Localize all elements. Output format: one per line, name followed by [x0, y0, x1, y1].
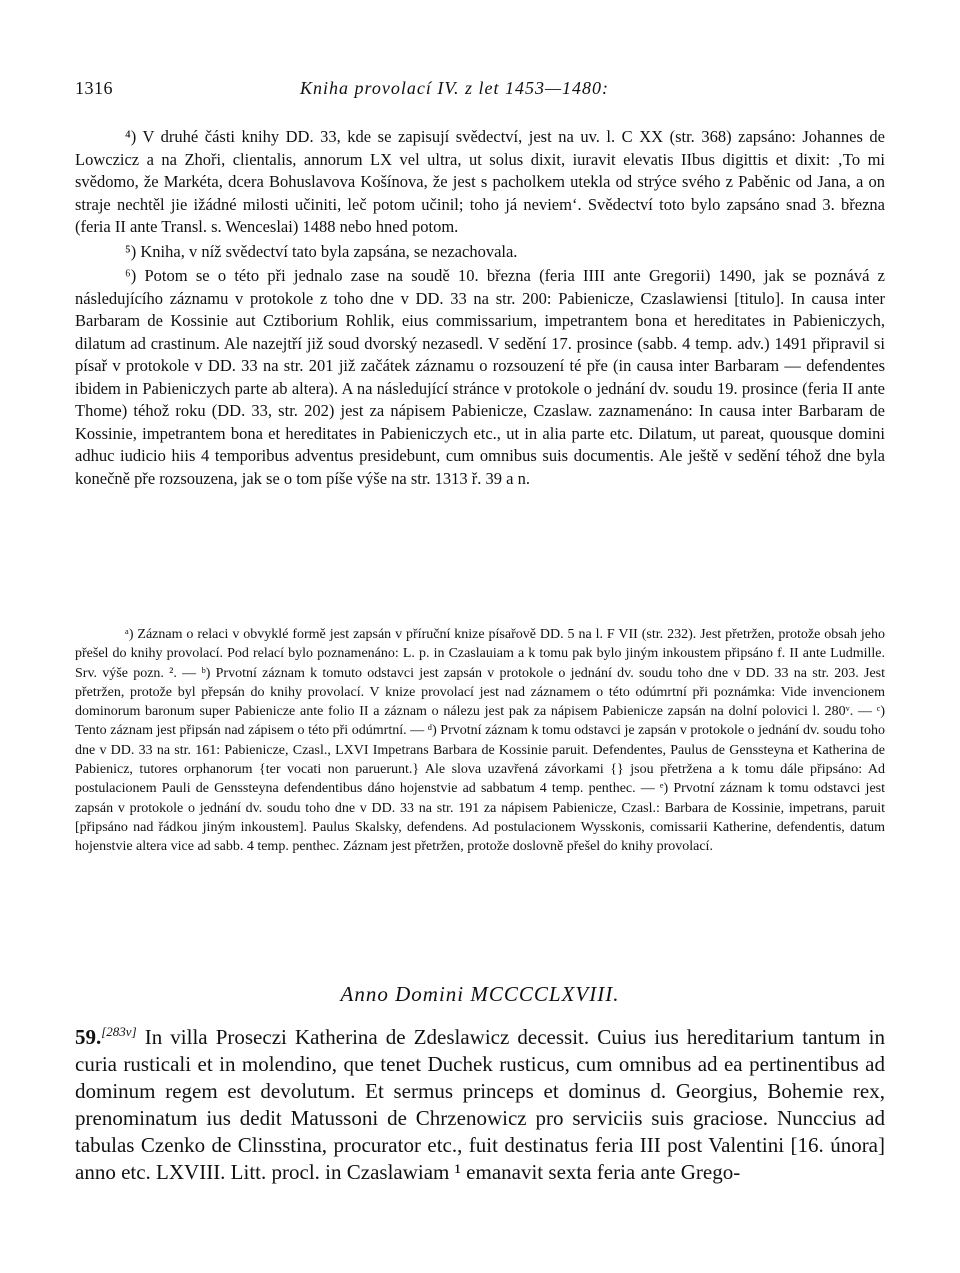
page-number: 1316 — [75, 78, 113, 98]
footnote-6: ⁶) Potom se o této při jednalo zase na soudě 10. března (feria IIII ante Gregorii) 1490, jak se poznává z následujícího záznamu v protokole z toho dne v DD. 33 na str. 200: Pabienicze, Czaslawiensi [titulo]. In causa inter Barbaram de Kossinie aut Cztiborium Rohlik, eius commissarium, impetrantem bona et hereditates in Pabieniczych, dilatum ad crastinum. Ale nazejtří již soud dvorský nezasedl. V sedění 17. prosince (sabb. 4 temp. adv.) 1491 připravil si písař v protokole v DD. 33 na str. 201 již začátek záznamu o rozsouzení té pře (in causa inter Barbaram — defendentes ibidem in Pabieniczych parte ab altera). A na následující stránce v protokole o jednání dv. soudu 19. prosince (feria II ante Thome) téhož roku (DD. 33, str. 202) jest za nápisem Pabienicze, Czaslaw. zaznamenáno: In causa inter Barbaram de Kossinie, impetrantem bona et hereditates in Pabieniczych etc., ut in alia parte etc. Dilatum, ut pareat, quousque domini adhuc iudicio hiis 4 temporibus adventus presidebunt, cum omnibus suis documentis. Ale ještě v sedění téhož dne byla konečně pře rozsouzena, jak se o tom píše výše na str. 1313 ř. 39 a n. — [75, 266, 885, 488]
variant-notes: ᵃ) Záznam o relaci v obvyklé formě jest zapsán v příruční knize písařově DD. 5 na l. F VII (str. 232). Jest přetržen, protože obsah jeho přešel do knihy provolací. Pod relací bylo poznamenáno: L. p. in Czaslauiam a k tomu pak bylo jiným inkoustem připsáno f. II ante Ludmille. Srv. výše pozn. ². — ᵇ) Prvotní záznam k tomuto odstavci jest zapsán v protokole o jednání dv. soudu toho dne v DD. 33 na str. 203. Jest přetržen, protože byl přepsán do knihy provolací. V knize provolací jest nad záznamem o této odúmrtní při poznámka: Vide invencionem dominorum baronum super Pabienicze ante folio II a záznam o nálezu jest pak za nápisem Pabienicze zapsán na dolní polovici l. 280ᵛ. — ᶜ) Tento záznam jest připsán nad zápisem o této při odúmrtní. — ᵈ) Prvotní záznam k tomu odstavci je zapsán v protokole o jednání dv. soudu toho dne v DD. 33 na str. 161: Pabienicze, Czasl., LXVI Impetrans Barbara de Kossinie paruit. Defendentes, Paulus de Genssteyna et Katherina de Pabienicz, tutores orphanorum {ter vocati non paruerunt.} Ale slova uzavřená závorkami {} jsou přetržena a k tomu dále připsáno: Ad postulacionem Pauli de Genssteyna defendentibus dáno hojenstvie ad sabbatum 4 temp. penthec. — ᵉ) Prvotní záznam k tomu odstavci jest zapsán v protokole o jednání dv. soudu toho dne v DD. 33 na str. 191 za nápisem Pabienicze, Czasl.: Barbara de Kossinie, impetrans, paruit [připsáno nad řádkou jiným inkoustem]. Paulus Skalsky, defendens. Ad postulacionem Wysskonis, comissarii Katherine, defendentis, datum hojenstvie altera vice ad sabb. 4 temp. penthec. Záznam jest přetržen, protože doslovně přešel do knihy provolací. — [75, 627, 885, 855]
document-page — [75, 0, 885, 1273]
entry-folio: [283v] — [101, 1024, 137, 1039]
header-title: Kniha provolací IV. z let 1453—1480: — [300, 78, 609, 98]
entry-text: In villa Proseczi Katherina de Zdeslawicz decessit. Cuius ius hereditarium tantum in curia rusticali et in molendino, que tenet Duchek rusticus, cum omnibus ad ea pertinentibus ad dominum regem est devolutum. Et sermus princeps et dominus d. Georgius, Bohemie rex, prenominatum ius dedit Matussoni de Chrzenowicz pro serviciis suis graciose. Nunccius ad tabulas Czenko de Clinsstina, procurator etc., fuit destinatus feria III post Valentini [16. února] anno etc. LXVIII. Litt. procl. in Czaslawiam ¹ emanavit sexta feria ante Grego- — [75, 1025, 886, 1184]
year-heading: Anno Domini MCCCCLXVIII. — [340, 982, 620, 1006]
footnotes-section — [75, 126, 885, 490]
entry-59 — [75, 1018, 885, 1186]
footnote-4: ⁴) V druhé části knihy DD. 33, kde se zapisují svědectví, jest na uv. l. C XX (str. 368) zapsáno: Johannes de Lowczicz a na Zhoři, clientalis, annorum LX vel ultra, ut solus dixit, iuravit elevatis IIbus digittis et dixit: ‚To mi svědomo, že Markéta, dcera Bohuslavova Košínova, že jest s pacholkem utekla od strýce svého z Paběnic od Jana, a on straje nechtěl jie ižádné milosti učiniti, leč potom učinil; toho já neviem‘. Svědectví toto bylo zapsáno snad 3. března (feria II ante Transl. s. Wenceslai) 1488 nebo hned potom. — [75, 127, 885, 236]
variant-notes-section — [75, 625, 885, 857]
running-header — [75, 78, 885, 100]
entry-paragraph — [75, 1018, 885, 1186]
entry-number: 59. — [75, 1025, 102, 1049]
footnote-5: ⁵) Kniha, v níž svědectví tato byla zapsána, se nezachovala. — [125, 241, 518, 261]
